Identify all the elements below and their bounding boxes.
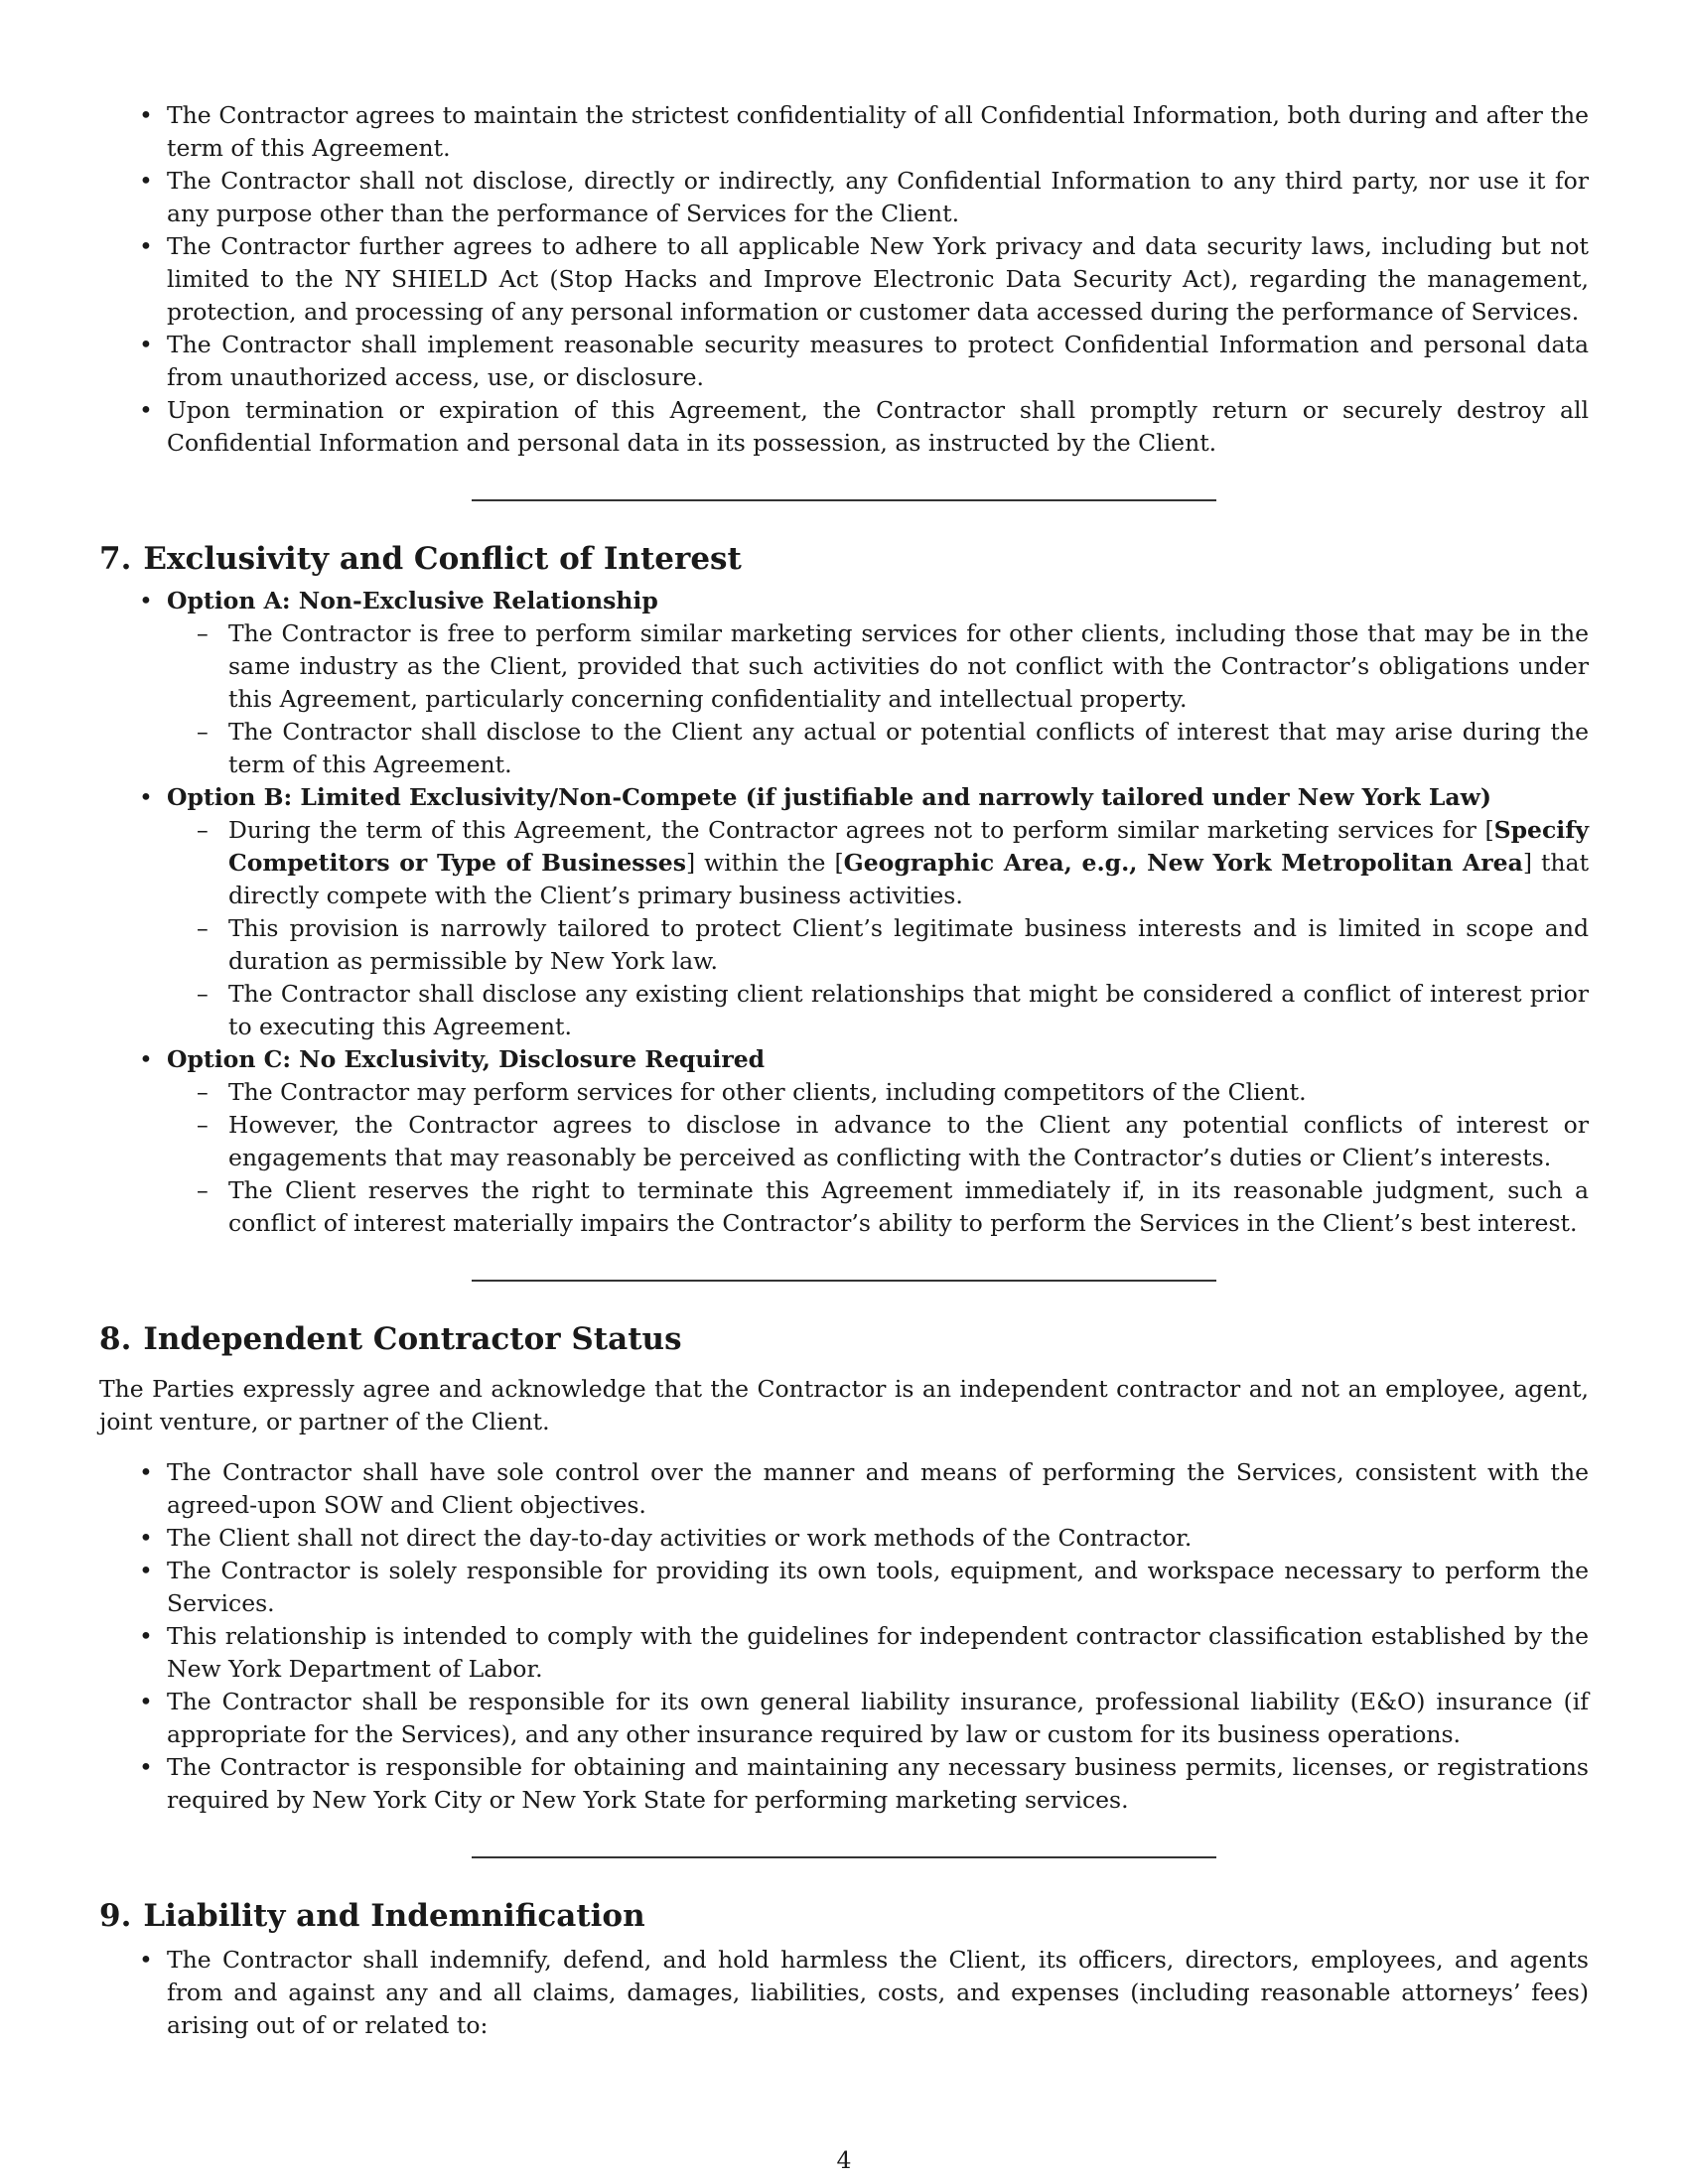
option-a-items	[167, 617, 1589, 781]
option-c	[99, 1043, 1589, 1240]
page-content	[99, 99, 1589, 2042]
option-a	[99, 585, 1589, 781]
list-item: • The Client shall not direct the day-to-day activities or work methods of the Contractor.	[99, 1522, 1589, 1555]
list-item: • Upon termination or expiration of this Agreement, the Contractor shall promptly return or securely destroy all Confidential Information and personal data in its possession, as instructed by the Client.	[99, 394, 1589, 460]
section-heading-9	[99, 1896, 1589, 1936]
section-number: 9.	[99, 1898, 132, 1934]
section-title: Exclusivity and Conflict of Interest	[143, 541, 742, 577]
option-b	[99, 781, 1589, 1043]
list-item: – The Client reserves the right to terminate this Agreement immediately if, in its reasonable judgment, such a conflict of interest materially impairs the Contractor’s ability to perform the Services in the Client’s best interest.	[167, 1174, 1589, 1240]
text-segment: ] that directly compete with the Client’s primary business activities.	[228, 849, 1590, 909]
option-b-title: Option B: Limited Exclusivity/Non-Compete (if justifiable and narrowly tailored under New York Law)	[167, 783, 1491, 811]
option-b-items	[167, 814, 1589, 1043]
option-c-title: Option C: No Exclusivity, Disclosure Required	[167, 1045, 766, 1073]
list-item: • The Contractor shall implement reasonable security measures to protect Confidential Information and personal data from unauthorized access, use, or disclosure.	[99, 329, 1589, 394]
placeholder-geographic-area: Geographic Area, e.g., New York Metropolitan Area	[843, 849, 1523, 877]
liability-list	[99, 1944, 1589, 2042]
list-item: – However, the Contractor agrees to disclose in advance to the Client any potential conflicts of interest or engagements that may reasonably be perceived as conflicting with the Contractor’s duties or Client’s interests.	[167, 1109, 1589, 1174]
section-divider	[472, 1280, 1216, 1282]
section-number: 8.	[99, 1321, 132, 1357]
list-item: • The Contractor shall have sole control over the manner and means of performing the Services, consistent with the agreed-upon SOW and Client objectives.	[99, 1456, 1589, 1522]
list-item: • The Contractor shall indemnify, defend, and hold harmless the Client, its officers, directors, employees, and agents from and against any and all claims, damages, liabilities, costs, and expenses (including reasonable attorneys’ fees) arising out of or related to:	[99, 1944, 1589, 2042]
list-item: • The Contractor shall not disclose, directly or indirectly, any Confidential Information to any third party, nor use it for any purpose other than the performance of Services for the Client.	[99, 165, 1589, 230]
list-item: • This relationship is intended to comply with the guidelines for independent contractor classification established by the New York Department of Labor.	[99, 1620, 1589, 1686]
section-title: Liability and Indemnification	[143, 1898, 645, 1934]
option-c-items	[167, 1076, 1589, 1240]
placeholder-competitors: Specify Competitors or Type of Businesses	[228, 816, 1589, 877]
section-8-intro: The Parties expressly agree and acknowledge that the Contractor is an independent contractor and not an employee, agent, joint venture, or partner of the Client.	[99, 1375, 1589, 1435]
section-heading-7	[99, 539, 1589, 579]
confidentiality-list	[99, 99, 1589, 460]
list-item: • The Contractor agrees to maintain the strictest confidentiality of all Confidential Information, both during and after the term of this Agreement.	[99, 99, 1589, 165]
list-item: – The Contractor shall disclose to the Client any actual or potential conflicts of interest that may arise during the term of this Agreement.	[167, 716, 1589, 781]
list-item: • The Contractor is solely responsible for providing its own tools, equipment, and workspace necessary to perform the Services.	[99, 1555, 1589, 1620]
list-item: – The Contractor shall disclose any existing client relationships that might be considered a conflict of interest prior to executing this Agreement.	[167, 978, 1589, 1043]
list-item: • The Contractor shall be responsible for its own general liability insurance, professional liability (E&O) insurance (if appropriate for the Services), and any other insurance required by law or custom for its business operations.	[99, 1686, 1589, 1751]
list-item: – The Contractor may perform services for other clients, including competitors of the Client.	[167, 1076, 1589, 1109]
option-a-title: Option A: Non-Exclusive Relationship	[167, 587, 658, 614]
contractor-status-list	[99, 1456, 1589, 1817]
text-segment: ] within the [	[685, 849, 844, 877]
text-segment: During the term of this Agreement, the Contractor agrees not to perform similar marketing services for [	[228, 816, 1494, 844]
list-item: – The Contractor is free to perform similar marketing services for other clients, including those that may be in the same industry as the Client, provided that such activities do not conflict with the Contractor’s obligations under this Agreement, particularly concerning confidentiality and intellectual property.	[167, 617, 1589, 716]
section-heading-8	[99, 1319, 1589, 1359]
exclusivity-options-list	[99, 585, 1589, 1240]
list-item	[167, 814, 1589, 912]
list-item: – This provision is narrowly tailored to protect Client’s legitimate business interests and is limited in scope and duration as permissible by New York law.	[167, 912, 1589, 978]
section-divider	[472, 499, 1216, 501]
section-number: 7.	[99, 541, 132, 577]
page-number: 4	[836, 2146, 852, 2174]
list-item: • The Contractor is responsible for obtaining and maintaining any necessary business permits, licenses, or registrations required by New York City or New York State for performing marketing services.	[99, 1751, 1589, 1817]
list-item: • The Contractor further agrees to adhere to all applicable New York privacy and data security laws, including but not limited to the NY SHIELD Act (Stop Hacks and Improve Electronic Data Security Act), regarding the management, protection, and processing of any personal information or customer data accessed during the performance of Services.	[99, 230, 1589, 329]
section-title: Independent Contractor Status	[143, 1321, 682, 1357]
section-divider	[472, 1856, 1216, 1858]
